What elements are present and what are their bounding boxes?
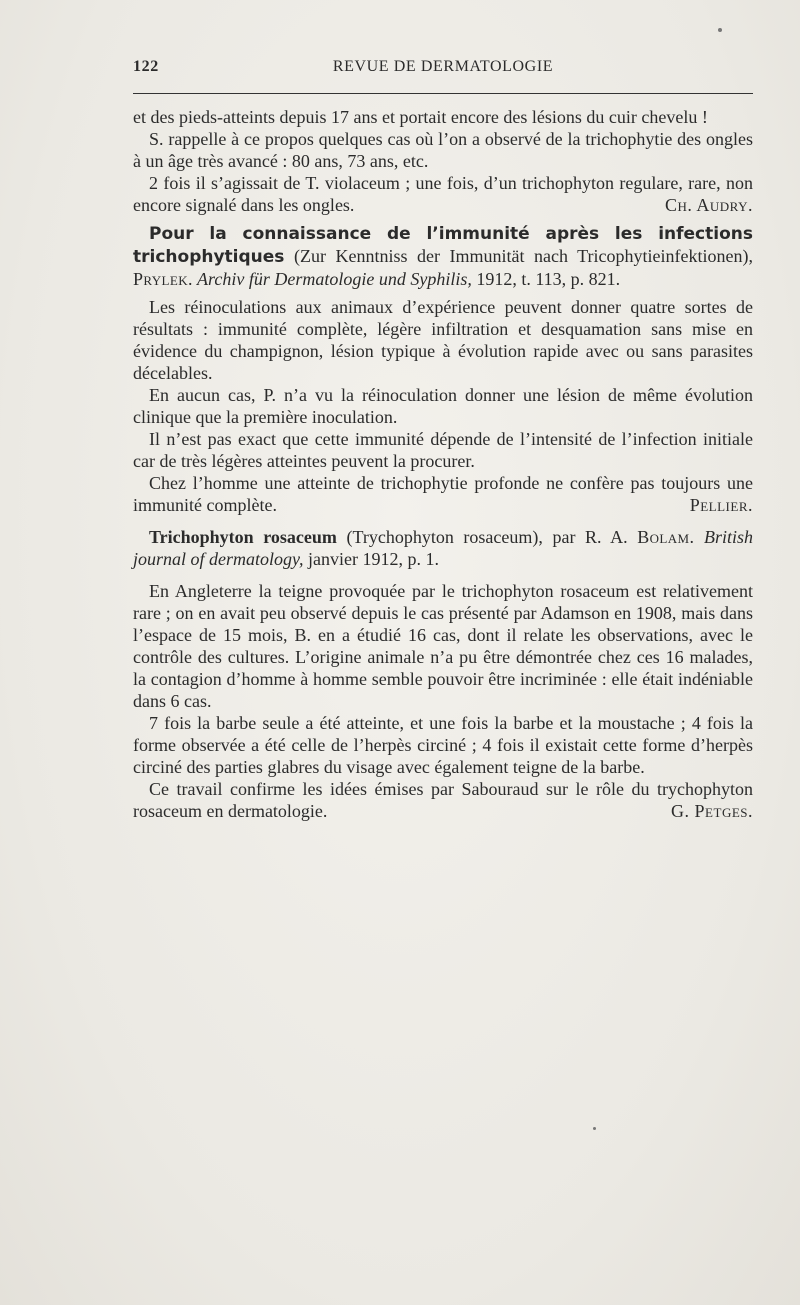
article-title-translation: (Trychophyton rosaceum), par R. A.	[336, 527, 638, 547]
paragraph: En aucun cas, P. n’a vu la réinoculation donner une lésion de même évolution clinique que la première inoculation.	[133, 385, 753, 427]
paragraph: S. rappelle à ce propos quelques cas où l’on a observé de la trichophytie des ongles à un âge très avancé : 80 ans, 73 ans, etc.	[133, 129, 753, 171]
paragraph	[133, 472, 753, 516]
paragraph: Il n’est pas exact que cette immunité dépende de l’intensité de l’infection initiale car de très légères atteintes peuvent la procurer.	[133, 429, 753, 471]
paper-speck	[593, 1127, 596, 1130]
article-author: Bolam.	[637, 527, 695, 547]
header-rule	[133, 93, 753, 94]
article-title: Trichophyton rosaceum	[149, 527, 337, 547]
article-title-translation: (Zur Kenntniss der Immunität nach Tricophytieinfektionen),	[284, 246, 753, 266]
paragraph-text: Chez l’homme une atteinte de trichophytie profonde ne confère pas toujours une immunité complète.	[133, 473, 753, 515]
page-header	[133, 58, 753, 82]
paragraph	[133, 778, 753, 822]
citation: janvier 1912, p. 1.	[303, 549, 439, 569]
signature: Pellier.	[689, 495, 753, 515]
paragraph: et des pieds-atteints depuis 17 ans et portait encore des lésions du cuir chevelu !	[133, 107, 708, 127]
article-author: Prylek	[133, 269, 189, 289]
signature: Ch. Audry.	[664, 195, 753, 215]
body-text	[133, 106, 753, 822]
paragraph	[133, 172, 753, 216]
paragraph: Les réinoculations aux animaux d’expérience peuvent donner quatre sortes de résultats : immunité complète, légère infiltration et desquamation sans mise en évidence du champignon, lésion typique à évolution rapide avec ou sans parasites décelables.	[133, 297, 753, 383]
paragraph: En Angleterre la teigne provoquée par le trichophyton rosaceum est relativement rare ; on en avait peu observé depuis le cas présenté par Adamson en 1908, mais dans l’espace de 15 mois, B. en a étudié 16 cas, dont il relate les observations, avec le contrôle des cultures. L’origine animale n’a pu être démontrée chez ces 16 malades, la contagion d’homme à homme semble pouvoir être incriminée : elle était indéniable dans 6 cas.	[133, 581, 753, 711]
journal-name: Archiv für Dermatologie und Syphilis,	[197, 269, 472, 289]
article-heading	[133, 526, 753, 570]
paragraph-text: 2 fois il s’agissait de T. violaceum ; une fois, d’un trichophyton regulare, rare, non encore signalé dans les ongles.	[133, 173, 753, 215]
journal-name: British journal of dermatology,	[133, 527, 753, 569]
running-title: REVUE DE DERMATOLOGIE	[332, 58, 554, 75]
paragraph: 7 fois la barbe seule a été atteinte, et une fois la barbe et la moustache ; 4 fois la forme observée a été celle de l’herpès circiné ; 4 fois il existait cette forme d’herpès circiné des parties glabres du visage avec également teigne de la barbe.	[133, 713, 753, 777]
article-heading: Pour la connaissance de l’immunité après les infections trichophytiques (Zur Kenntniss der Immunität nach Tricophytieinfektionen), Prylek. Archiv für Dermatologie und Syphilis, 1912, t. 113, p. 821.	[133, 224, 753, 289]
signature: G. Petges.	[671, 801, 753, 821]
paper-speck	[718, 28, 722, 32]
page-number: 122	[133, 58, 159, 75]
article-title: Pour la connaissance de l’immunité après les infections trichophytiques	[133, 224, 753, 267]
citation: 1912, t. 113, p. 821.	[471, 269, 621, 289]
paragraph-text: Ce travail confirme les idées émises par Sabouraud sur le rôle du trychophyton rosaceum en dermatologie.	[133, 779, 753, 821]
